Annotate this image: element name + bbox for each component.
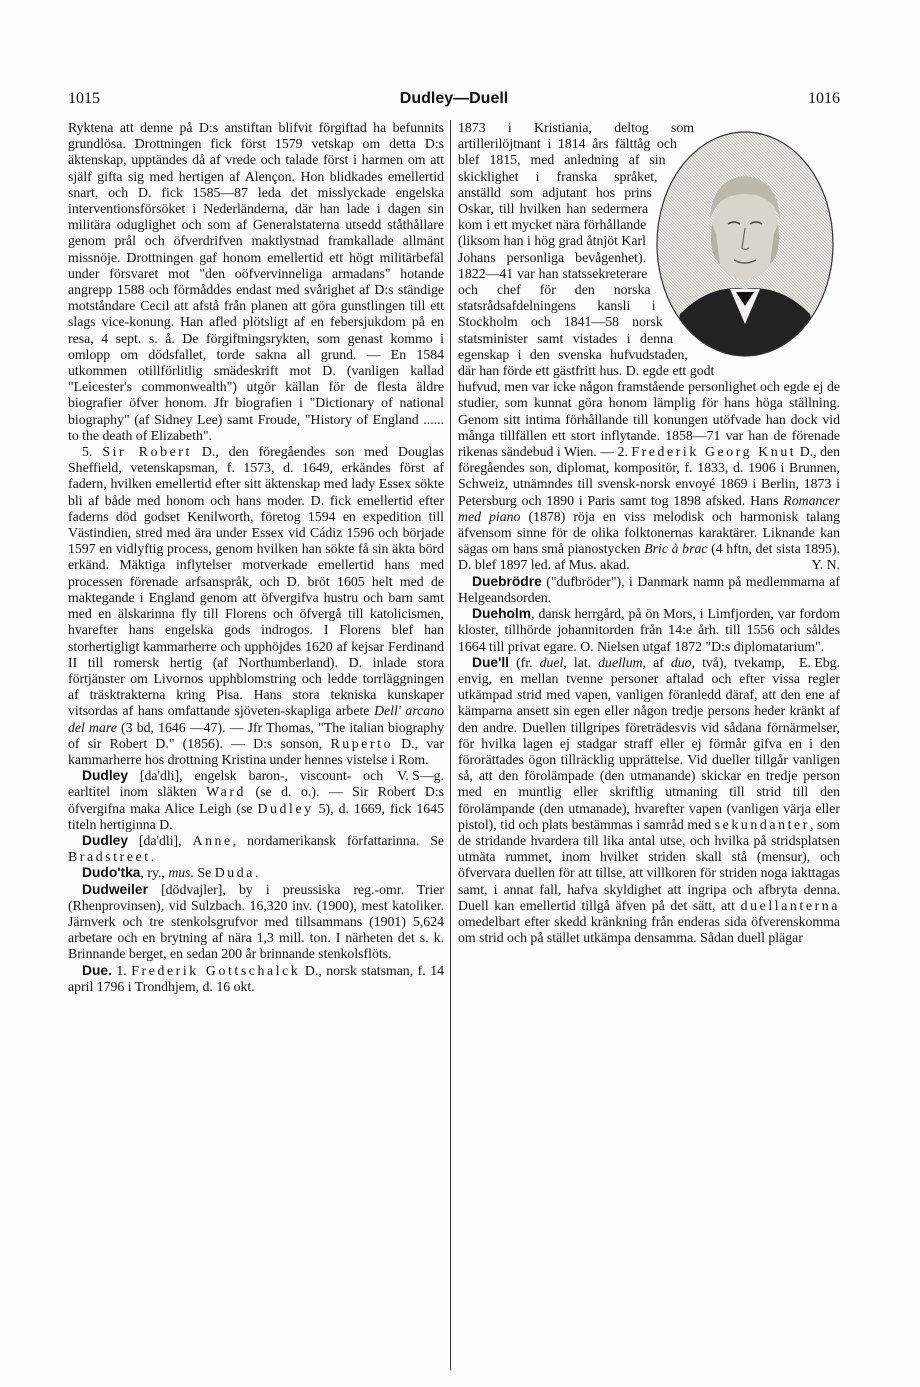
page-header bbox=[68, 90, 840, 112]
headword: Due'll bbox=[472, 654, 510, 670]
signature: E. Ebg. bbox=[799, 654, 840, 670]
entry-duebrodre: Duebrödre ("dufbröder"), i Danmark namn på medlemmarna af Helgeandsorden. bbox=[458, 573, 840, 605]
column-divider bbox=[450, 120, 451, 1370]
headword: Dudo'tka bbox=[82, 865, 141, 881]
headword: Due. bbox=[82, 962, 112, 978]
portrait-image bbox=[650, 124, 840, 364]
entry-dueholm: Dueholm, dansk herrgård, på ön Mors, i Limfjorden, var fordom kloster, tillhörde johannitorden från 14:e årh. till 1556 och såldes 1664 till privat egare. O. Nielsen utgaf 1872 "D:s diplomatarium". E. Ebg. bbox=[458, 606, 840, 670]
entry-due: Due. 1. Frederik Gottschalck D., norsk statsman, f. 14 april 1796 i Trondhjem, d. 16 okt. bbox=[68, 962, 444, 994]
signature: Y. N. bbox=[811, 557, 840, 573]
right-page-number: 1016 bbox=[808, 90, 840, 107]
headword: Dueholm bbox=[472, 606, 532, 622]
entry-dudotka: Dudo'tka, ry., mus. Se Duda. bbox=[82, 865, 259, 881]
running-title: Dudley—Duell bbox=[399, 90, 509, 107]
headword: Dudweiler bbox=[82, 881, 148, 897]
entry-due-text: 1873 i Kristiania, deltog som artillerilöjtnant i 1814 års fälttåg och blef 1815, med anledning af sin skicklighet i franska språket, anställd som adjutant hos prins Oskar, till hvilken han sedermera kom i ett mycket nära förhållande (liksom han i hög grad åtnjöt Karl Johans personliga bevågenhet). 1822—41 var han statssekreterare och chef för den norska statsrådsafdelningens kansli i Stockholm och 1841—58 norsk statsminister samt vistades i denna egenskap i den svenska hufvudstaden, där han förde ett gästfritt hus. D. egde ett godt hufvud, men var icke någon framstående personlighet och egde ej de studier, som kunnat göra honom lämplig för hans höga ställning. Genom sitt intima förhållande till konungen utöfvade han dock vid många tillfällen ett stort inflytande. 1858—71 var han de förenade rikenas sändebud i Wien. — 2. Frederik Georg Knut D., den föregåendes son, diplomat, kompositör, f. 1833, d. 1906 i Brunnen, Schweiz, utnämndes till svensk-norsk envoyé 1869 i Berlin, 1873 i Petersburg och 1890 i Paris samt tog 1898 afsked. Hans Romancer med piano (1878) röja en viss melodisk och harmonisk talang äfvensom sinne för de olika folktonernas karaktärer. Liknande kan sägas om hans små pianostycken Bric à brac (4 hftn, det sista 1895). D. blef 1897 led. af Mus. akad. Y. N. bbox=[458, 120, 840, 573]
headword: Dudley bbox=[82, 768, 128, 784]
entry-dudweiler: Dudweiler [dödvajler], by i preussiska reg.-omr. Trier (Rhenprovinsen), vid Sulzbach. 16,320 inv. (1900), mest katoliker. Järnverk och tre stenkolsgrufvor med tillsammans (1901) 5,624 arbetare och en brytning af nära 1,3 mill. ton. I närheten det s. k. Brinnande berget, en sedan 200 år brinnande stenkolsflöts. bbox=[68, 881, 444, 962]
continued-paragraph: Ryktena att denne på D:s anstiftan blifvit förgiftad ha befunnits grundlösa. Drottningen fick först 1579 vetskap om detta D:s äktenskap, upptändes då af vrede och talade först i harmen om att själf gifta sig med hertigen af Alençon. Hon blidkades emellertid snart, och D. fick 1585—87 leda det misslyckade engelska interventionsförsöket i Nederländerna, där han lade i dagen sin militära oduglighet och som af Generalstaterna utsedd ståthållare genom prål och öfverdrifven maktlystnad framkallade allmänt missnöje. Drottningen gaf honom emellertid ett högt militärbefäl under försvaret mot "den oöfvervinneliga armadans" hotande angrepp 1588 och förmåddes endast med svårighet af D:s ständige motståndare Cecil att afstå från planen att göra gunstlingen till ett slags vice-konung. Han afled plötsligt af en febersjukdom på en resa, 4 sept. s. å. De förgiftningsrykten, som genast kommo i omlopp om dödsfallet, torde sakna all grund. — En 1584 utkommen otillförlitlig smädeskrift mot D. (vanligen kallad "Leicester's commonwealth") utgör källan för de flesta äldre biografier öfver honom. Jfr biografien i "Dictionary of national biography" (af Sidney Lee) samt Froude, "History of England ...... to the death of Elizabeth". bbox=[68, 120, 444, 443]
right-column bbox=[458, 120, 840, 1370]
entry-dudley-robert: 5. Sir Robert D., den föregåendes son med Douglas Sheffield, vetenskapsman, f. 1573, d. 1649, erkändes först af fadern, hvilken emellertid efter sitt äktenskap med lady Essex sökte bli af både med honom och hans moder. D. fick emellertid efter faderns död godset Kenilworth, företog 1594 en expedition till Västindien, stred med ära under Essex vid Cádiz 1596 och började 1597 en vidlyftig process, genom hvilken han sökte få sin äkta börd erkänd. Mäktiga inflytelser motverkade emellertid hans med processen förenade arfsanspråk, och D. bröt 1605 helt med de maktegande i England genom att öfvergifva hustru och barn samt med en älskarinna fly till Florens och öfvergå till katolicismen, hvarefter hans engelska gods indrogos. I Florens blef han storhertigligt kammarherre och upphöjdes 1620 af kejsar Ferdinand II till romersk hertig (af Northumberland). D. inlade stora förtjänster om Livornos upphblomstring och ledde torrläggningen af träsktrakterna kring Pisa. Hans stora tekniska kunskaper vitsordas af hans omfattande sjöveten-skapliga arbete Dell' arcano del mare (3 bd, 1646 —47). — Jfr Thomas, "The italian biography of sir Robert D." (1856). — D:s sonson, Ruperto D., var kammarherre hos drottning Kristina under hennes vistelse i Rom. V. S—g. bbox=[68, 444, 444, 784]
entry-dudley-anne: Dudley [da'dli], Anne, nordamerikansk författarinna. Se Bradstreet. bbox=[68, 832, 444, 865]
left-page-number: 1015 bbox=[68, 90, 100, 107]
portrait-icon bbox=[650, 124, 840, 364]
entry-duell: Due'll (fr. duel, lat. duellum, af duo, två), tvekamp, envig, en mellan tvenne personer aftalad och efter vissa regler utkämpad strid med vapen, vanligen föranledd däraf, att den ene af kämparna ansett sin egen eller någon tredje persons heder kränkt af den andre. Duellen tillgripes företrädesvis vid sådana förnärmelser, för hvilka lagen ej stadgar straff eller ej förmår gifva en i den förorättades ögon tillräcklig upprättelse. Vid dueller tillgår vanligen så, att den förolämpade (den utmanande) skickar en tredje person med en muntlig eller skriftlig utmaning till strid till den förolämpande (den utmanade), hvarefter vapen (vanligen värja eller pistol), tid och plats bestämmas i samråd med sekundanter, som de stridande hvardera till lika antal utse, och hvilka på stridsplatsen utmäta rummet, inom hvilket striden skall stå (mensur), och öfvervara duellen för att tillse, att villkoren för striden noga iakttagas samt, i annat fall, hafva skyldighet att ingripa och afbryta denna. Duell kan emellertid tillgå äfven på det sätt, att duellanterna omedelbart efter skedd kränkning från enderas sida öfverenskomma om strid och på stället utkämpa densamma. Sådan duell plägar bbox=[458, 654, 840, 946]
left-column bbox=[68, 120, 444, 1370]
signature: V. S—g. bbox=[397, 768, 444, 784]
headword: Dudley bbox=[82, 832, 128, 848]
headword: Duebrödre bbox=[472, 573, 542, 589]
entry-dudley-title: Dudley [da'dli], engelsk baron-, viscount- och earltitel inom släkten Ward (se d. o.). — Sir Robert D:s öfvergifna maka Alice Leigh (se Dudley 5), d. 1669, fick 1645 titeln hertiginna D. bbox=[68, 768, 444, 832]
